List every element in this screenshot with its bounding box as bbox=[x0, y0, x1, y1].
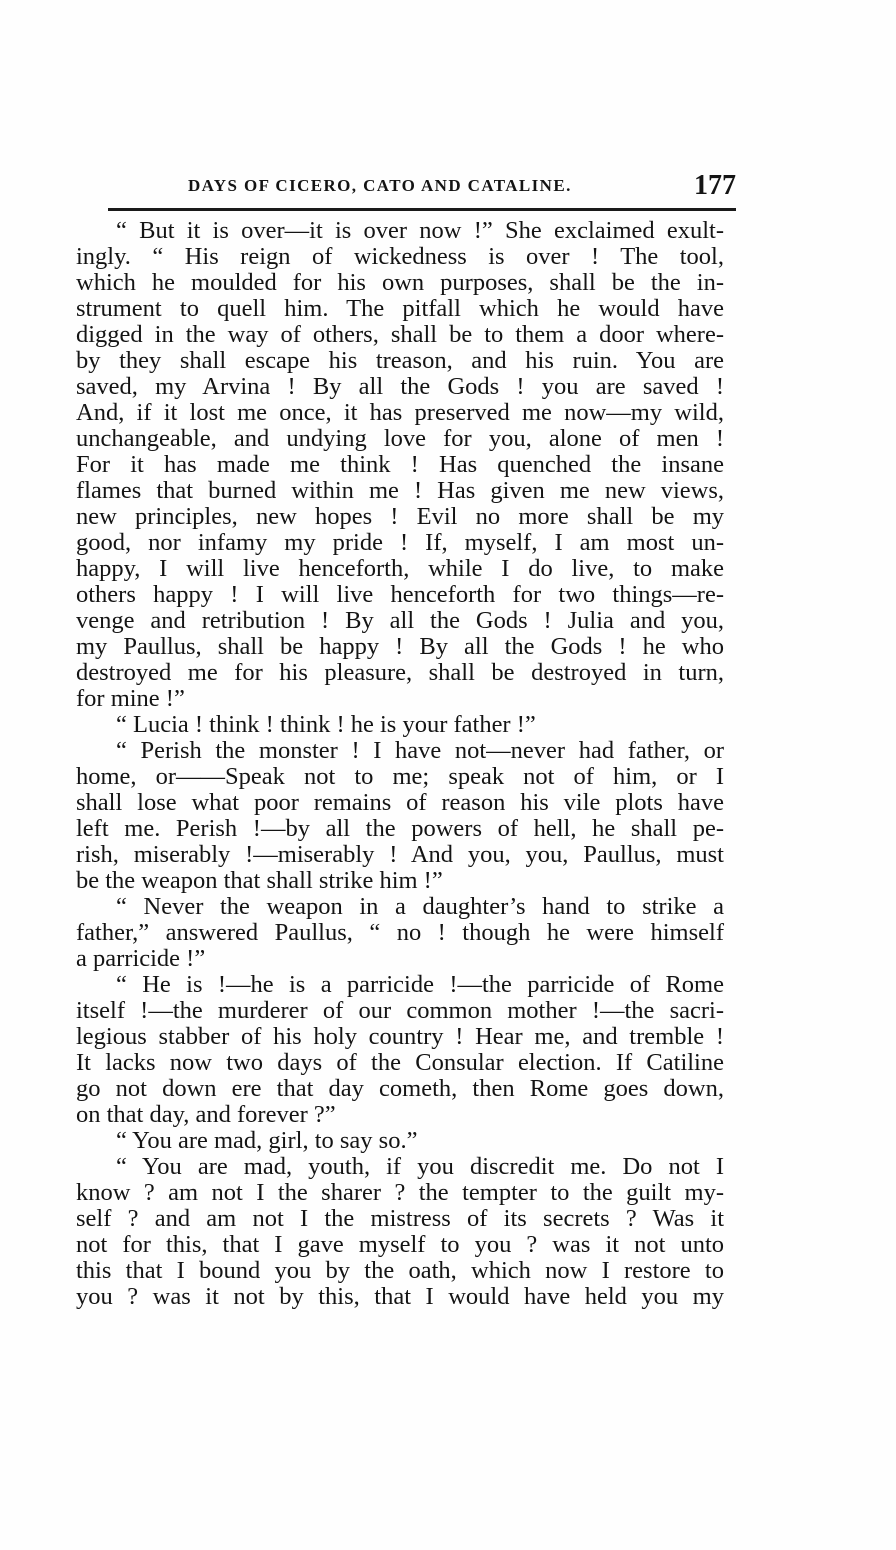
text-line: legious stabber of his holy country ! Hear me, and tremble ! bbox=[76, 1023, 724, 1050]
text-line: And, if it lost me once, it has preserved me now—my wild, bbox=[76, 399, 724, 426]
text-line: happy, I will live henceforth, while I do live, to make bbox=[76, 555, 724, 582]
text-line: my Paullus, shall be happy ! By all the Gods ! he who bbox=[76, 633, 724, 660]
text-line: strument to quell him. The pitfall which he would have bbox=[76, 295, 724, 322]
text-line: “ You are mad, youth, if you discredit me. Do not I bbox=[116, 1153, 724, 1180]
text-line: good, nor infamy my pride ! If, myself, I am most un- bbox=[76, 529, 724, 556]
body-text bbox=[76, 218, 724, 1358]
page-number: 177 bbox=[694, 170, 736, 201]
text-line: for mine !” bbox=[76, 685, 185, 712]
text-line: by they shall escape his treason, and his ruin. You are bbox=[76, 347, 724, 374]
text-line: saved, my Arvina ! By all the Gods ! you are saved ! bbox=[76, 373, 724, 400]
text-line: home, or——Speak not to me; speak not of him, or I bbox=[76, 763, 724, 790]
text-line: shall lose what poor remains of reason his vile plots have bbox=[76, 789, 724, 816]
text-line: which he moulded for his own purposes, shall be the in- bbox=[76, 269, 724, 296]
text-line: venge and retribution ! By all the Gods ! Julia and you, bbox=[76, 607, 724, 634]
text-line: For it has made me think ! Has quenched the insane bbox=[76, 451, 724, 478]
text-line: rish, miserably !—miserably ! And you, you, Paullus, must bbox=[76, 841, 724, 868]
text-line: “ Perish the monster ! I have not—never had father, or bbox=[116, 737, 724, 764]
text-line: digged in the way of others, shall be to them a door where- bbox=[76, 321, 724, 348]
text-line: “ Never the weapon in a daughter’s hand to strike a bbox=[116, 893, 724, 920]
text-line: others happy ! I will live henceforth for two things—re- bbox=[76, 581, 724, 608]
text-line: you ? was it not by this, that I would have held you my bbox=[76, 1283, 724, 1310]
text-line: “ You are mad, girl, to say so.” bbox=[116, 1127, 418, 1154]
text-line: a parricide !” bbox=[76, 945, 206, 972]
text-line: go not down ere that day cometh, then Rome goes down, bbox=[76, 1075, 724, 1102]
running-head bbox=[80, 170, 740, 204]
text-line: on that day, and forever ?” bbox=[76, 1101, 336, 1128]
text-line: know ? am not I the sharer ? the tempter to the guilt my- bbox=[76, 1179, 724, 1206]
text-line: this that I bound you by the oath, which now I restore to bbox=[76, 1257, 724, 1284]
text-line: “ Lucia ! think ! think ! he is your father !” bbox=[116, 711, 536, 738]
running-title: DAYS OF CICERO, CATO AND CATALINE. bbox=[188, 176, 572, 195]
text-line: It lacks now two days of the Consular election. If Catiline bbox=[76, 1049, 724, 1076]
text-line: father,” answered Paullus, “ no ! though he were himself bbox=[76, 919, 724, 946]
header-rule bbox=[108, 208, 736, 211]
text-line: ingly. “ His reign of wickedness is over ! The tool, bbox=[76, 243, 724, 270]
text-line: destroyed me for his pleasure, shall be destroyed in turn, bbox=[76, 659, 724, 686]
text-line: be the weapon that shall strike him !” bbox=[76, 867, 443, 894]
text-line: not for this, that I gave myself to you ? was it not unto bbox=[76, 1231, 724, 1258]
text-line: flames that burned within me ! Has given me new views, bbox=[76, 477, 724, 504]
text-line: unchangeable, and undying love for you, alone of men ! bbox=[76, 425, 724, 452]
text-line: self ? and am not I the mistress of its secrets ? Was it bbox=[76, 1205, 724, 1232]
text-line: itself !—the murderer of our common mother !—the sacri- bbox=[76, 997, 724, 1024]
text-line: left me. Perish !—by all the powers of hell, he shall pe- bbox=[76, 815, 724, 842]
text-line: “ But it is over—it is over now !” She exclaimed exult- bbox=[116, 217, 724, 244]
text-line: “ He is !—he is a parricide !—the parricide of Rome bbox=[116, 971, 724, 998]
text-line: new principles, new hopes ! Evil no more shall be my bbox=[76, 503, 724, 530]
